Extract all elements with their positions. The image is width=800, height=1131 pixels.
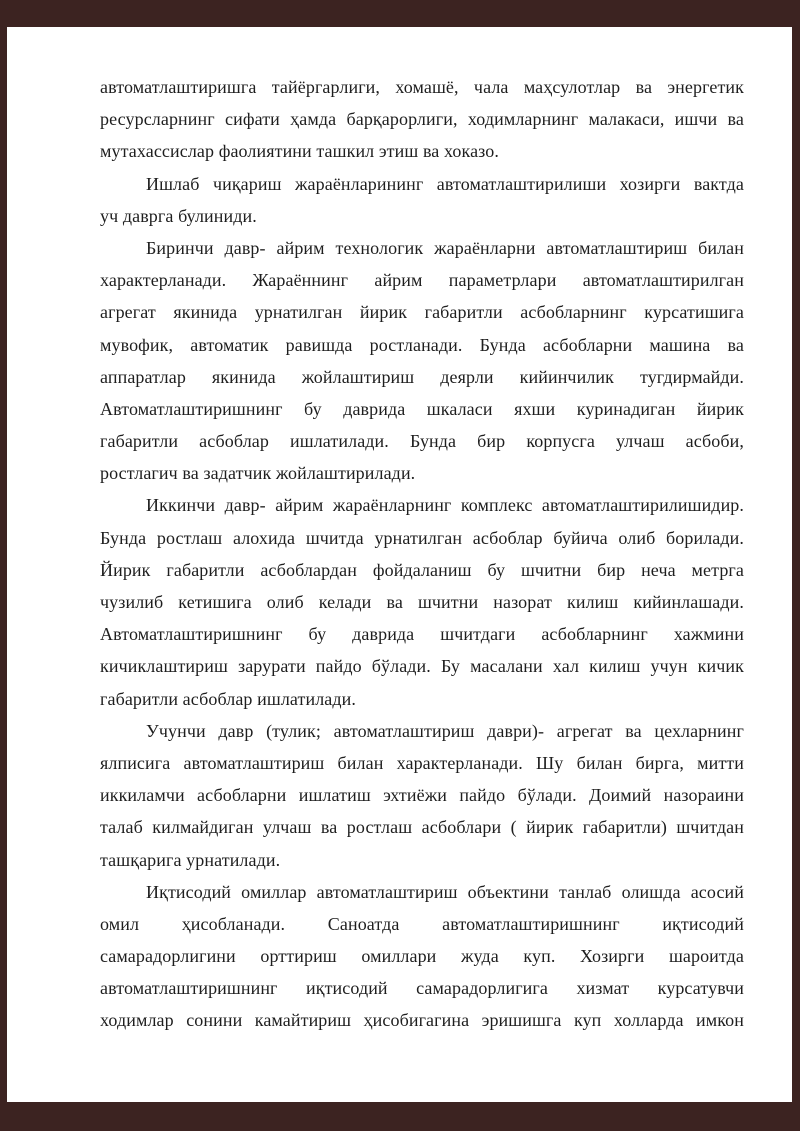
- text-line: омил ҳисобланади. Саноатда автоматлаштиришнинг иқтисодий: [100, 913, 744, 934]
- text-line: кичиклаштириш зарурати пайдо бўлади. Бу масалани хал килиш учун кичик: [100, 656, 744, 677]
- text-line: ходимлар сонини камайтириш ҳисобигагина эришишга куп холларда имкон: [100, 1010, 744, 1031]
- text-line: Бунда ростлаш алохида шчитда урнатилган асбоблар буйича олиб борилади.: [100, 527, 744, 548]
- text-line: Автоматлаштиришнинг бу даврида шчитдаги асбобларнинг хажмини: [100, 624, 744, 645]
- text-line: ташқарига урнатилади.: [100, 849, 281, 870]
- text-line: габаритли асбоблар ишлатилади.: [100, 688, 356, 709]
- text-line: самарадорлигини орттириш омиллари жуда куп. Хозирги шароитда: [100, 946, 744, 967]
- paragraph-1: [100, 71, 744, 168]
- text-line: габаритли асбоблар ишлатилади. Бунда бир корпусга улчаш асбоби,: [100, 431, 744, 452]
- text-line: аппаратлар якинида жойлаштириш деярли кийинчилик тугдирмайди.: [100, 366, 744, 387]
- text-line: мувофик, автоматик равишда ростланади. Бунда асбобларни машина ва: [100, 334, 744, 355]
- scan-edge-right: [792, 0, 800, 1131]
- text-line: Иқтисодий омиллар автоматлаштириш объектини танлаб олишда асосий: [146, 881, 744, 902]
- text-line: характерланади. Жараённинг айрим параметрлари автоматлаштирилган: [100, 270, 744, 291]
- text-line: ялписига автоматлаштириш билан характерланади. Шу билан бирга, митти: [100, 752, 744, 773]
- text-line: Учунчи давр (тулик; автоматлаштириш даври)- агрегат ва цехларнинг: [146, 720, 744, 741]
- text-block: [100, 71, 744, 1037]
- text-line: Йирик габаритли асбоблардан фойдаланиш бу шчитни бир неча метрга: [100, 559, 744, 580]
- scan-edge-left: [0, 0, 7, 1131]
- text-line: агрегат якинида урнатилган йирик габаритли асбобларнинг курсатишига: [100, 302, 744, 323]
- scan-edge-bottom: [0, 1102, 800, 1131]
- text-line: автоматлаштиришга тайёргарлиги, хомашё, чала маҳсулотлар ва энергетик: [100, 77, 744, 97]
- text-line: ресурсларнинг сифати ҳамда барқарорлиги, ходимларнинг малакаси, ишчи ва: [100, 109, 744, 130]
- text-line: уч даврга булиниди.: [100, 205, 257, 226]
- text-line: Биринчи давр- айрим технологик жараёнларни автоматлаштириш билан: [146, 237, 744, 258]
- text-line: талаб килмайдиган улчаш ва ростлаш асбоблари ( йирик габаритли) шчитдан: [100, 817, 744, 838]
- text-line: Автоматлаштиришнинг бу даврида шкаласи яхши куринадиган йирик: [100, 398, 744, 419]
- paragraph-3: [100, 232, 744, 490]
- paragraph-5: [100, 715, 744, 876]
- scan-edge-top: [0, 0, 800, 27]
- text-line: Иккинчи давр- айрим жараёнларнинг комплекс автоматлаштирилишидир.: [146, 495, 744, 516]
- text-line: мутахассислар фаолиятини ташкил этиш ва хоказо.: [100, 141, 499, 162]
- text-line: чузилиб кетишига олиб келади ва шчитни назорат килиш кийинлашади.: [100, 592, 744, 612]
- text-line: иккиламчи асбобларни ишлатиш эхтиёжи пайдо бўлади. Доимий назораини: [100, 785, 744, 806]
- text-line: ростлагич ва задатчик жойлаштирилади.: [100, 463, 416, 484]
- paragraph-4: [100, 489, 744, 714]
- text-line: автоматлаштиришнинг иқтисодий самарадорлигига хизмат курсатувчи: [100, 978, 744, 999]
- paragraph-6: [100, 876, 744, 1037]
- paragraph-2: [100, 168, 744, 232]
- text-line: Ишлаб чиқариш жараёнларининг автоматлаштирилиши хозирги вактда: [146, 173, 744, 194]
